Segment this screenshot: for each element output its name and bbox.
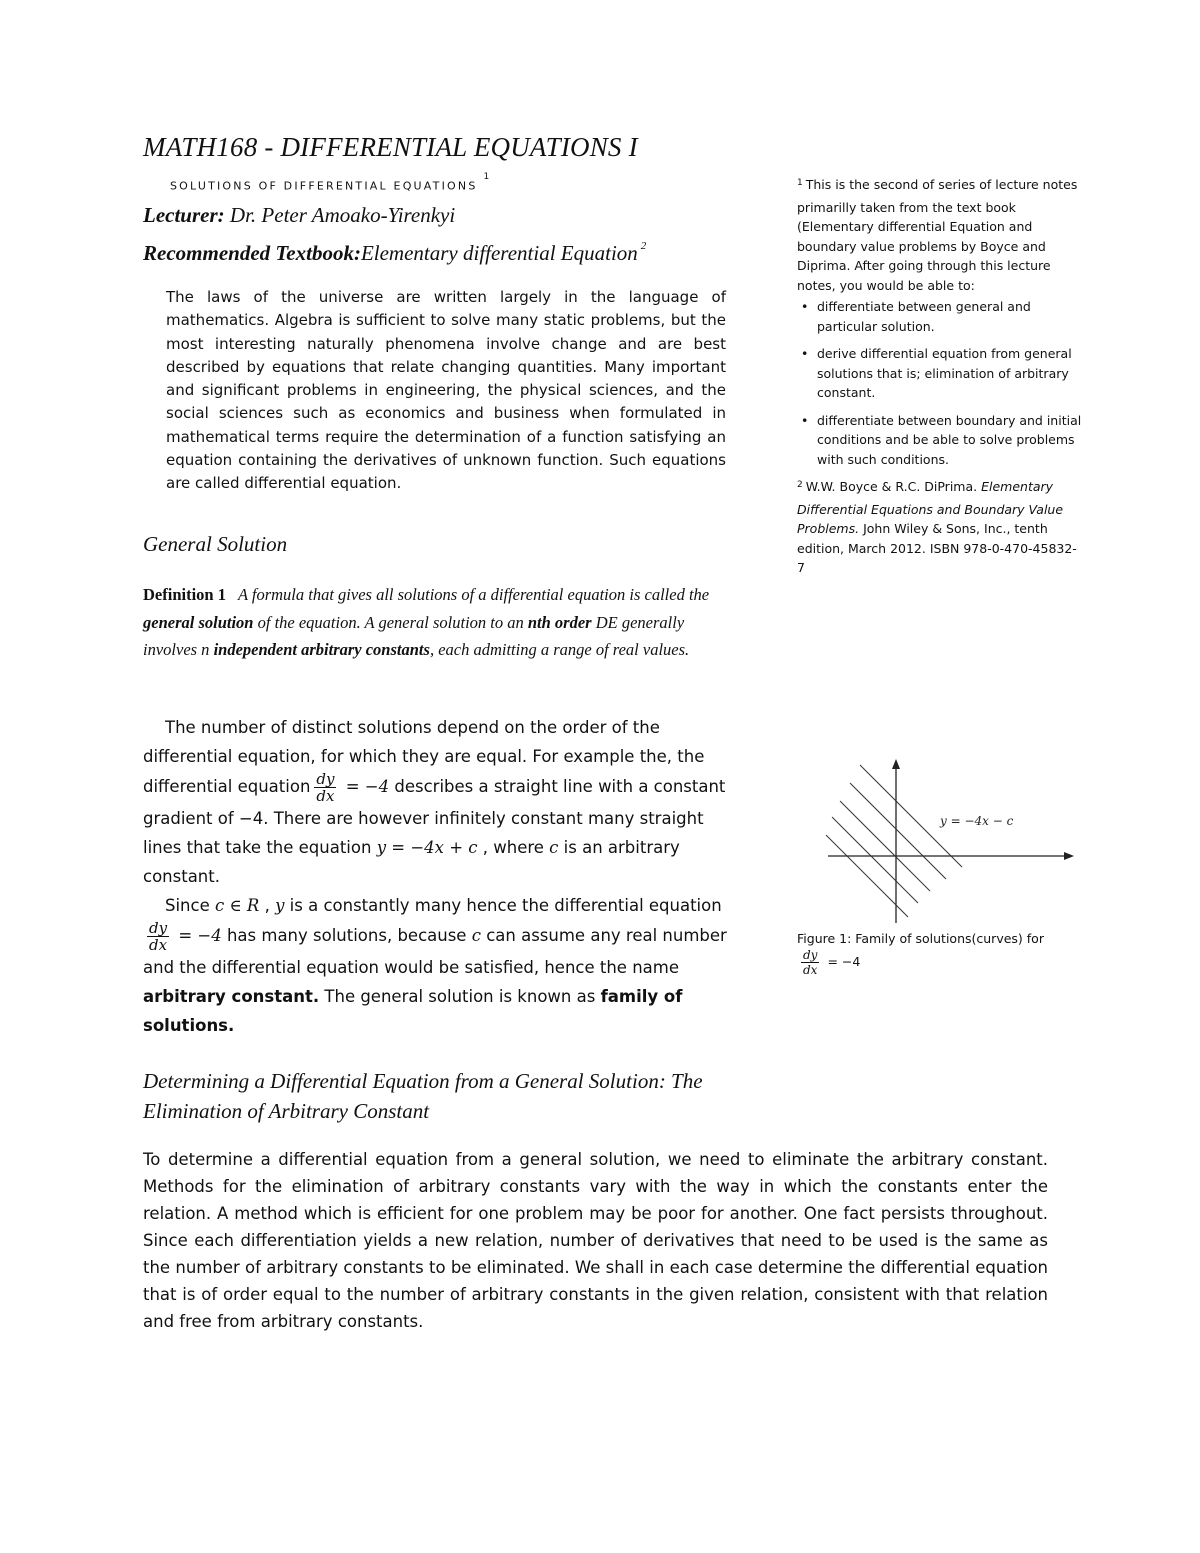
math-expression: c ∈ R <box>214 896 260 915</box>
body-text: , where <box>477 838 550 857</box>
definition-term: general solution <box>143 612 254 632</box>
list-item: • derive differential equation from general solutions that is; elimination of arbitrary constant. <box>817 344 1082 403</box>
math-variable: y <box>275 896 285 915</box>
footnote-2 <box>797 477 1082 578</box>
caption-fraction <box>801 948 819 977</box>
definition-label: Definition 1 <box>143 585 226 604</box>
citation-title: Elementary Differential Equations and Boundary Value Problems. <box>797 479 1064 536</box>
definition-term: independent arbitrary constants <box>213 640 430 659</box>
list-item: • differentiate between boundary and initial conditions and be able to solve problems with such conditions. <box>817 411 1082 470</box>
caption-equation: = −4 <box>827 954 861 969</box>
paragraph <box>143 713 733 891</box>
general-solution-body <box>143 713 733 1040</box>
lecturer-name: Dr. Peter Amoako-Yirenkyi <box>224 203 456 227</box>
footnote-text: This is the second of series of lecture notes primarilly taken from the text book (Elementary differential Equation and boundary value problems by Boyce and Diprima. After going through this lecture notes, you would be able to: <box>797 177 1078 293</box>
objectives-list <box>797 297 1082 469</box>
definition-block <box>143 581 733 664</box>
definition-term: nth order <box>527 612 592 632</box>
bold-term: arbitrary constant. <box>143 987 320 1006</box>
math-expression: y = −4x + c <box>376 838 478 857</box>
body-text: is an arbitrary constant. <box>143 838 680 886</box>
line-equation-label: y = −4x − c <box>940 814 1014 828</box>
solution-line <box>840 801 930 891</box>
lecturer-label: Lecturer: <box>143 203 225 227</box>
definition-text: of the equation. A general solution to an <box>253 612 528 632</box>
math-variable: c <box>471 926 481 945</box>
page-subtitle <box>170 172 490 193</box>
math-expression: = −4 <box>173 926 222 945</box>
citation-authors: W.W. Boyce & R.C. DiPrima. <box>805 479 978 494</box>
footnote-number: 2 <box>797 480 803 490</box>
fraction-dy-dx <box>314 771 336 804</box>
section-heading-general-solution: General Solution <box>143 532 288 556</box>
bold-term: family of solutions. <box>143 987 683 1035</box>
subtitle-text: SOLUTIONS OF DIFFERENTIAL EQUATIONS <box>170 179 478 193</box>
margin-notes <box>797 175 1082 578</box>
figure-caption <box>797 930 1082 977</box>
solution-line <box>832 817 918 903</box>
footnote-1 <box>797 175 1082 295</box>
body-text: is a constantly many hence the differential equation <box>284 896 722 915</box>
y-axis-arrow <box>892 759 900 769</box>
fraction-numerator: dy <box>316 770 335 788</box>
lecturer-line <box>143 203 455 228</box>
textbook-line <box>143 241 646 266</box>
footnote-marker-1[interactable]: 1 <box>483 172 490 182</box>
definition-text: DE generally involves n <box>143 612 685 659</box>
fraction-numerator: dy <box>149 919 168 937</box>
body-text: Since <box>165 896 215 915</box>
body-text: can assume any real number and the differential equation would be satisfied, hence the name <box>143 926 727 977</box>
family-of-solutions-figure <box>820 755 1080 925</box>
page-title: MATH168 - DIFFERENTIAL EQUATIONS I <box>143 132 638 162</box>
body-text: describes a straight line with a constant gradient of −4. There are however infinitely constant many straight lines that take the equation <box>143 777 726 857</box>
footnote-marker-2[interactable]: 2 <box>640 240 647 252</box>
body-text: , <box>259 896 276 915</box>
footnote-number: 1 <box>797 178 803 188</box>
intro-paragraph: The laws of the universe are written largely in the language of mathematics. Algebra is sufficient to solve many static problems, but the most interesting naturally phenomena involve change and are best described by equations that relate changing quantities. Many important and significant problems in engineering, the physical sciences, and the social sciences such as economics and business when formulated in mathematical terms require the determination of a function satisfying an equation containing the derivatives of unknown function. Such equations are called differential equation. <box>166 288 726 493</box>
math-variable: c <box>549 838 559 857</box>
fraction-denominator: dx <box>316 787 335 805</box>
citation-publisher: John Wiley & Sons, Inc., tenth edition, March 2012. ISBN 978-0-470-45832-7 <box>797 521 1077 575</box>
x-axis-arrow <box>1064 852 1074 860</box>
determining-paragraph: To determine a differential equation from a general solution, we need to eliminate the arbitrary constant. Methods for the elimination of arbitrary constants vary with the way in which the constants enter the relation. A method which is efficient for one problem may be poor for another. One fact persists throughout. Since each differentiation yields a new relation, number of derivatives that need to be used is the same as the number of arbitrary constants to be eliminated. We shall in each case determine the differential equation that is of order equal to the number of arbitrary constants in the given relation, consistent with that relation and free from arbitrary constants. <box>143 1150 1048 1331</box>
body-text: The general solution is known as <box>319 987 601 1006</box>
definition-text: , each admitting a range of real values. <box>429 640 690 659</box>
fraction-denominator: dx <box>149 936 168 954</box>
list-item: • differentiate between general and particular solution. <box>817 297 1082 336</box>
math-expression: = −4 <box>340 777 390 796</box>
caption-text: Figure 1: Family of solutions(curves) for <box>797 931 1044 946</box>
paragraph <box>143 891 733 1040</box>
body-text: The number of distinct solutions depend on the order of the differential equation, for which they are equal. For example the, the differential equation <box>143 718 705 796</box>
fraction-numerator: dy <box>803 948 818 962</box>
textbook-name: Elementary differential Equation <box>360 241 638 265</box>
body-text: has many solutions, because <box>221 926 472 945</box>
fraction-denominator: dx <box>803 963 818 977</box>
fraction-dy-dx <box>147 920 169 953</box>
solution-line <box>850 783 946 879</box>
section-heading-determining: Determining a Differential Equation from a General Solution: The Elimination of Arbitrary Constant <box>143 1069 703 1123</box>
definition-text: A formula that gives all solutions of a differential equation is called the <box>237 585 710 604</box>
textbook-label: Recommended Textbook: <box>143 241 361 265</box>
